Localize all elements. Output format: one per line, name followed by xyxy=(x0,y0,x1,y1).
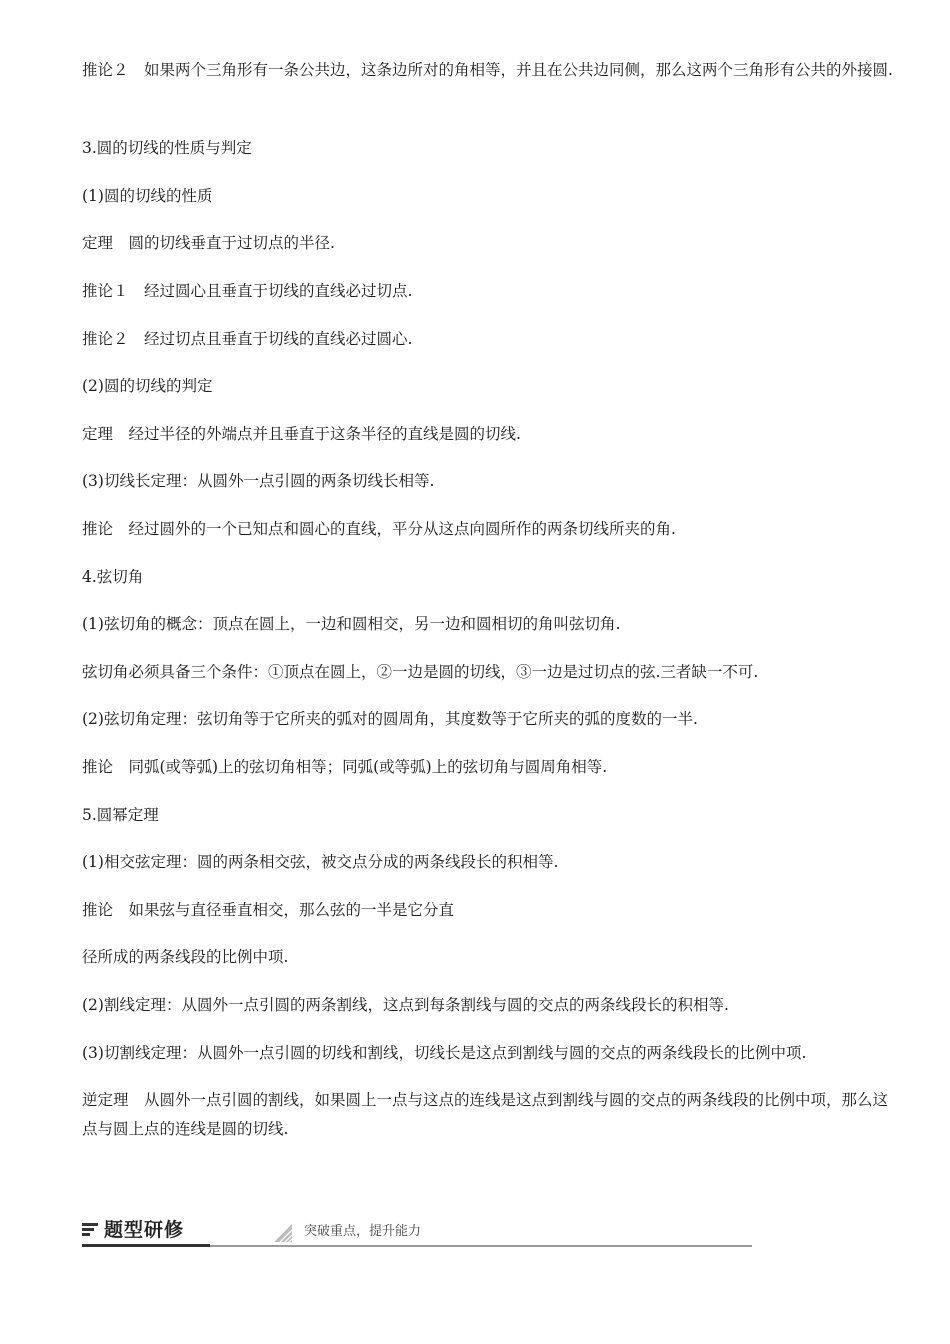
text-line: (1)相交弦定理：圆的两条相交弦，被交点分成的两条线段长的积相等. xyxy=(82,853,559,871)
sub-heading: (1)圆的切线的性质 xyxy=(82,187,213,205)
stripes-icon xyxy=(82,1222,98,1238)
text-line: 推论 同弧(或等弧)上的弦切角相等；同弧(或等弧)上的弦切角与圆周角相等. xyxy=(82,758,608,776)
sub-heading: (2)圆的切线的判定 xyxy=(82,377,213,395)
text-line: (2)割线定理：从圆外一点引圆的两条割线，这点到每条割线与圆的交点的两条线段长的积相等. xyxy=(82,996,729,1014)
section-heading: 5.圆幂定理 xyxy=(82,806,159,824)
text-line: (3)切割线定理：从圆外一点引圆的切线和割线，切线长是这点到割线与圆的交点的两条线段长的比例中项. xyxy=(82,1044,807,1062)
text-line: 弦切角必须具备三个条件：①顶点在圆上，②一边是圆的切线，③一边是过切点的弦.三者缺一不可. xyxy=(82,663,759,681)
text-line: 逆定理 从圆外一点引圆的割线，如果圆上一点与这点的连线是这点到割线与圆的交点的两条线段的比例中项，那么这点与圆上点的连线是圆的切线. xyxy=(82,1091,889,1138)
text-line: 定理 圆的切线垂直于过切点的半径. xyxy=(82,234,335,252)
banner-subtitle: 突破重点，提升能力 xyxy=(304,1224,422,1239)
text-line: 推论２ 经过切点且垂直于切线的直线必过圆心. xyxy=(82,330,413,348)
text-line: 推论 如果弦与直径垂直相交，那么弦的一半是它分直 xyxy=(82,901,455,919)
hatched-triangle-icon xyxy=(274,1224,292,1242)
text-line: 径所成的两条线段的比例中项. xyxy=(82,948,289,966)
text-line: (1)弦切角的概念：顶点在圆上，一边和圆相交，另一边和圆相切的角叫弦切角. xyxy=(82,615,621,633)
section-banner xyxy=(82,1216,752,1248)
banner-rule-dark xyxy=(82,1244,210,1247)
banner-rule-light xyxy=(210,1245,752,1247)
section-heading: 4.弦切角 xyxy=(82,568,144,586)
text-line: (2)弦切角定理：弦切角等于它所夹的弧对的圆周角，其度数等于它所夹的弧的度数的一半. xyxy=(82,710,698,728)
text-line: 定理 经过半径的外端点并且垂直于这条半径的直线是圆的切线. xyxy=(82,425,521,443)
text-line: 推论２ 如果两个三角形有一条公共边，这条边所对的角相等，并且在公共边同侧，那么这两个三角形有公共的外接圆. xyxy=(82,61,893,79)
text-line: (3)切线长定理：从圆外一点引圆的两条切线长相等. xyxy=(82,472,435,490)
text-line: 推论１ 经过圆心且垂直于切线的直线必过切点. xyxy=(82,282,413,300)
banner-title: 题型研修 xyxy=(104,1219,185,1241)
section-heading: 3.圆的切线的性质与判定 xyxy=(82,139,252,157)
text-line: 推论 经过圆外的一个已知点和圆心的直线，平分从这点向圆所作的两条切线所夹的角. xyxy=(82,520,676,538)
